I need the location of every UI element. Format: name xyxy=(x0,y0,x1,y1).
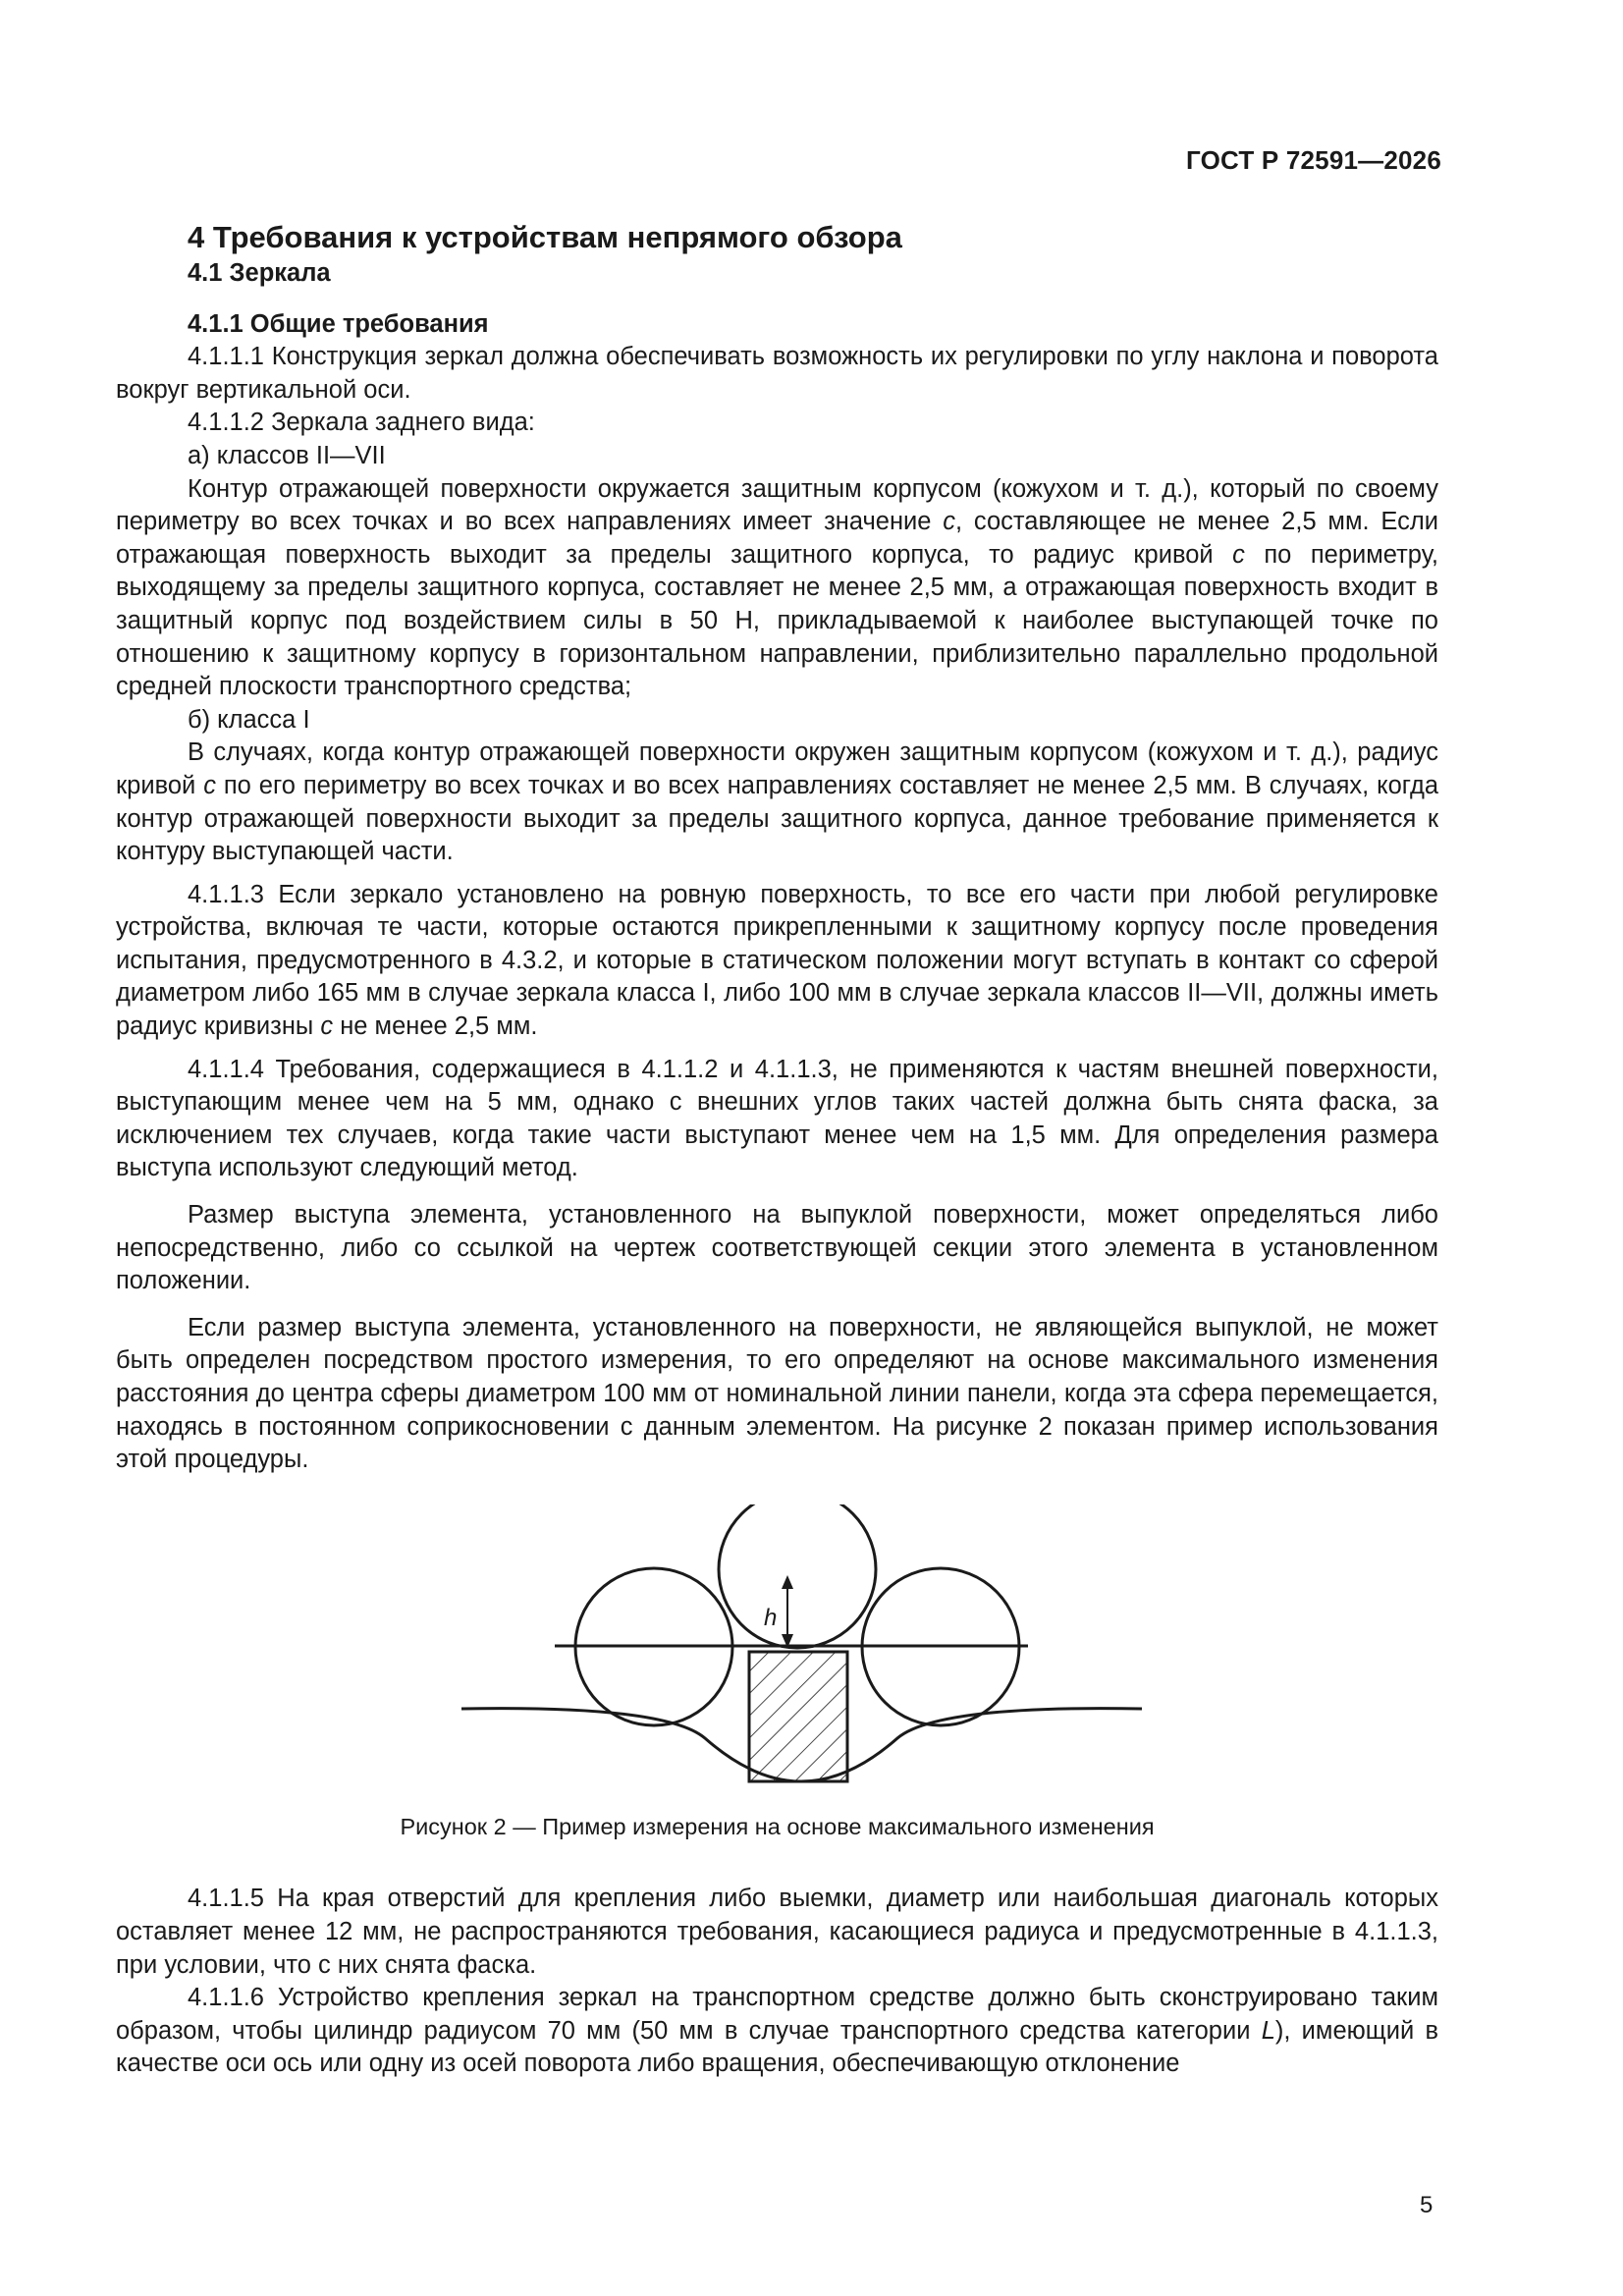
text-segment: 4.1.1.6 Устройство крепления зеркал на транспортном средстве должно быть сконструировано таким образом, чтобы цилиндр радиусом 70 мм (50 мм в случае транспортного средства категории xyxy=(116,1984,1438,2045)
text-segment: Контур отражающей поверхности окружается защитным корпусом (кожухом и т. д.), который по своему периметру во всех точках и во всех направлениях имеет значение xyxy=(116,474,1438,536)
subsection-heading: 4.1 Зеркала xyxy=(188,259,331,287)
subsubsection-heading: 4.1.1 Общие требования xyxy=(188,309,489,338)
measurement-diagram xyxy=(116,1504,1438,1799)
paragraph-4-1-1-4: 4.1.1.4 Требования, содержащиеся в 4.1.1.2 и 4.1.1.3, не применяются к частям внешней поверхности, выступающим менее чем на 5 мм, однако с внешних углов таких частей должна быть снята фаска, за исключением тех случаев, когда такие части выступают менее чем на 1,5 мм. Для определения размера выступа используют следующий метод. xyxy=(116,1055,1438,1182)
symbol-c: c xyxy=(320,1012,334,1041)
figure-caption: Рисунок 2 — Пример измерения на основе максимального изменения xyxy=(400,1813,1155,1839)
element-hatched xyxy=(749,1652,847,1781)
paragraph-class-ii-vii xyxy=(116,473,1438,704)
symbol-l: L xyxy=(1261,2016,1275,2045)
list-item-a: а) классов II—VII xyxy=(188,441,386,469)
paragraph-4-1-1-6 xyxy=(116,1982,1438,2081)
paragraph-4-1-1-5: 4.1.1.5 На края отверстий для крепления либо выемки, диаметр или наибольшая диагональ которых оставляет менее 12 мм, не распространяются требования, касающиеся радиуса и предусмотренные в 4.1.1.3, при условии, что с них снята фаска. xyxy=(116,1885,1438,1979)
paragraph-4-1-1-1: 4.1.1.1 Конструкция зеркал должна обеспечивать возможность их регулировки по углу наклона и поворота вокруг вертикальной оси. xyxy=(116,343,1438,404)
text-segment: , составляющее не менее 2,5 мм. Если отражающая поверхность выходит за пределы защитного корпуса, то радиус кривой xyxy=(116,508,1438,569)
paragraph-convex-surface: Размер выступа элемента, установленного на выпуклой поверхности, может определяться либо непосредственно, либо со ссылкой на чертеж соответствующей секции этого элемента в установленном положении. xyxy=(116,1201,1438,1295)
page-number: 5 xyxy=(1420,2192,1434,2218)
label-h: h xyxy=(764,1604,778,1631)
text-segment: по периметру, выходящему за пределы защитного корпуса, составляет не менее 2,5 мм, а отражающая поверхность входит в защитный корпус под воздействием силы в 50 Н, прикладываемой к наиболее выступающей точке по отношению к защитному корпусу в горизонтальном направлении, приблизительно параллельно продольной средней плоскости транспортного средства; xyxy=(116,540,1438,701)
text-segment: В случаях, когда контур отражающей поверхности окружен защитным корпусом (кожухом и т. д.), радиус кривой xyxy=(116,738,1438,799)
figure-2 xyxy=(116,1504,1438,1799)
symbol-c: c xyxy=(203,771,216,799)
text-segment: ), имеющий в качестве оси ось или одну из осей поворота либо вращения, обеспечивающую отклонение xyxy=(116,2016,1438,2078)
symbol-c: c xyxy=(943,508,956,536)
sphere-center xyxy=(719,1504,876,1648)
document-id: ГОСТ Р 72591—2026 xyxy=(1186,145,1441,175)
text-segment: 4.1.1.3 Если зеркало установлено на ровную поверхность, то все его части при любой регулировке устройства, включая те части, которые остаются прикрепленными к защитному корпусу после проведения испытания, предусмотренного в 4.3.2, и которые в статическом положении могут вступать в контакт со сферой диаметром либо 165 мм в случае зеркала класса I, либо 100 мм в случае зеркала классов II—VII, должны иметь радиус кривизны xyxy=(116,880,1438,1041)
section-heading: 4 Требования к устройствам непрямого обзора xyxy=(188,220,902,254)
paragraph-non-convex-surface: Если размер выступа элемента, установленного на поверхности, не являющейся выпуклой, не может быть определен посредством простого измерения, то его определяют на основе максимального изменения расстояния до центра сферы диаметром 100 мм от номинальной линии панели, когда эта сфера перемещается, находясь в постоянном соприкосновении с данным элементом. На рисунке 2 показан пример использования этой процедуры. xyxy=(116,1313,1438,1474)
paragraph-4-1-1-2: 4.1.1.2 Зеркала заднего вида: xyxy=(188,409,535,437)
paragraph-class-i xyxy=(116,737,1438,868)
arrow-head-top xyxy=(782,1575,793,1589)
list-item-b: б) класса I xyxy=(188,705,310,734)
text-segment: не менее 2,5 мм. xyxy=(333,1012,538,1041)
symbol-c: c xyxy=(1232,540,1245,569)
paragraph-4-1-1-3 xyxy=(116,879,1438,1044)
text-segment: по его периметру во всех точках и во всех направлениях составляет не менее 2,5 мм. В случаях, когда контур отражающей поверхности выходит за пределы защитного корпуса, данное требование применяется к контуру выступающей части. xyxy=(116,771,1438,866)
page-content xyxy=(116,218,1438,2081)
